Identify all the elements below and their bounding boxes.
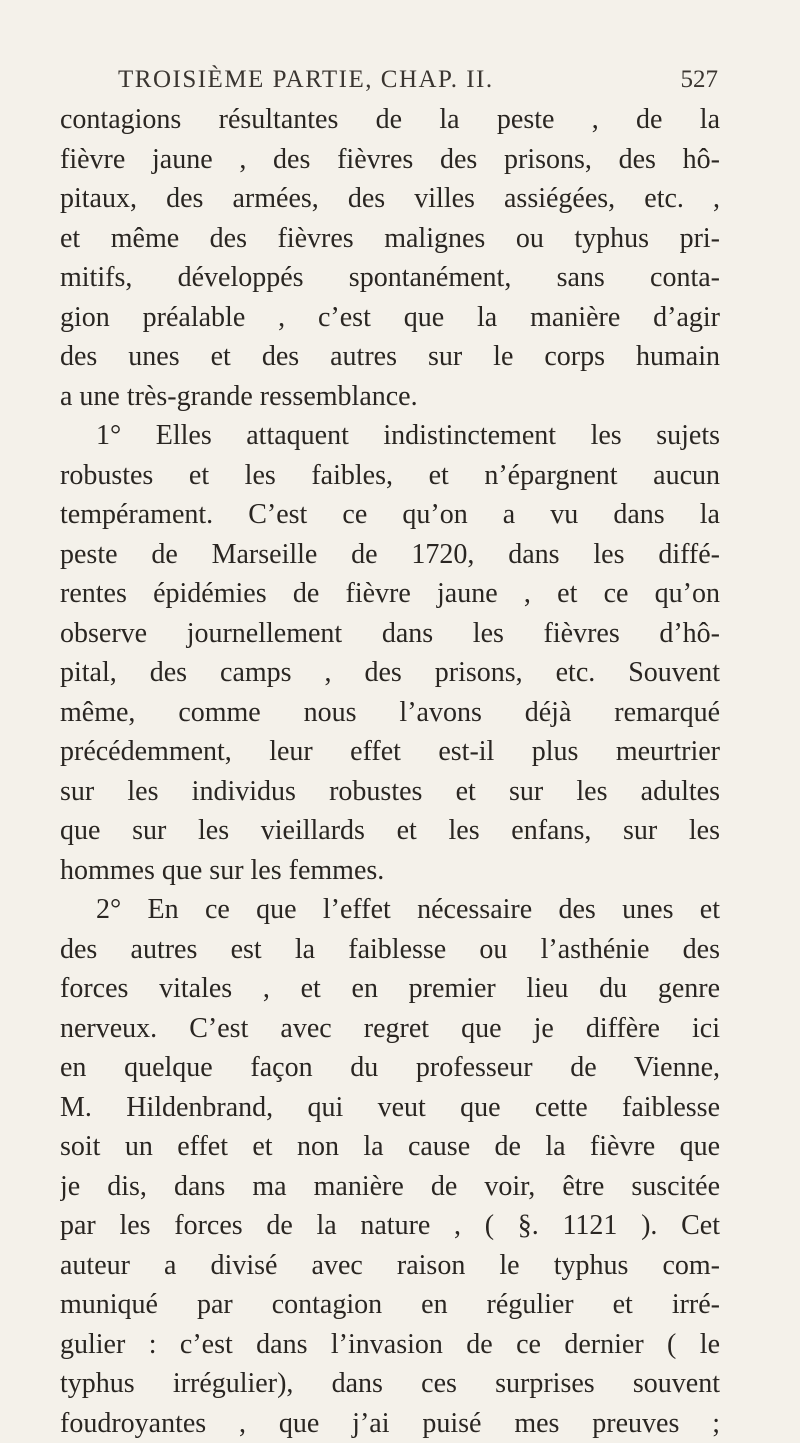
text-line: gion préalable , c’est que la manière d’agir <box>60 298 720 338</box>
text-line: gulier : c’est dans l’invasion de ce dernier ( le <box>60 1325 720 1365</box>
text-line: que sur les vieillards et les enfans, sur les <box>60 811 720 851</box>
text-line: 2° En ce que l’effet nécessaire des unes et <box>60 890 720 930</box>
text-line: mitifs, développés spontanément, sans conta- <box>60 258 720 298</box>
text-line: robustes et les faibles, et n’épargnent aucun <box>60 456 720 496</box>
body-text <box>60 100 720 1443</box>
text-line: pital, des camps , des prisons, etc. Souvent <box>60 653 720 693</box>
page-number: 527 <box>681 66 719 94</box>
text-line: forces vitales , et en premier lieu du genre <box>60 969 720 1009</box>
text-line: peste de Marseille de 1720, dans les diffé- <box>60 535 720 575</box>
text-line: en quelque façon du professeur de Vienne, <box>60 1048 720 1088</box>
text-line: soit un effet et non la cause de la fièvre que <box>60 1127 720 1167</box>
text-line: pitaux, des armées, des villes assiégées, etc. , <box>60 179 720 219</box>
text-line: a une très-grande ressemblance. <box>60 377 720 417</box>
text-line: sur les individus robustes et sur les adultes <box>60 772 720 812</box>
text-line: tempérament. C’est ce qu’on a vu dans la <box>60 495 720 535</box>
text-line: muniqué par contagion en régulier et irré- <box>60 1285 720 1325</box>
text-line: et même des fièvres malignes ou typhus pri- <box>60 219 720 259</box>
text-line: des unes et des autres sur le corps humain <box>60 337 720 377</box>
text-line: fièvre jaune , des fièvres des prisons, des hô- <box>60 140 720 180</box>
text-line: précédemment, leur effet est-il plus meurtrier <box>60 732 720 772</box>
text-line: 1° Elles attaquent indistinctement les sujets <box>60 416 720 456</box>
text-line: observe journellement dans les fièvres d’hô- <box>60 614 720 654</box>
text-line: rentes épidémies de fièvre jaune , et ce qu’on <box>60 574 720 614</box>
text-line: nerveux. C’est avec regret que je diffère ici <box>60 1009 720 1049</box>
running-title: TROISIÈME PARTIE, CHAP. II. <box>118 66 494 94</box>
text-line: des autres est la faiblesse ou l’asthénie des <box>60 930 720 970</box>
text-line: je dis, dans ma manière de voir, être suscitée <box>60 1167 720 1207</box>
page-header <box>118 66 718 100</box>
text-line: hommes que sur les femmes. <box>60 851 720 891</box>
text-line: par les forces de la nature , ( §. 1121 ). Cet <box>60 1206 720 1246</box>
text-line: contagions résultantes de la peste , de la <box>60 100 720 140</box>
text-line: foudroyantes , que j’ai puisé mes preuves ; <box>60 1404 720 1443</box>
text-line: auteur a divisé avec raison le typhus com- <box>60 1246 720 1286</box>
text-line: typhus irrégulier), dans ces surprises souvent <box>60 1364 720 1404</box>
text-line: M. Hildenbrand, qui veut que cette faiblesse <box>60 1088 720 1128</box>
text-line: même, comme nous l’avons déjà remarqué <box>60 693 720 733</box>
